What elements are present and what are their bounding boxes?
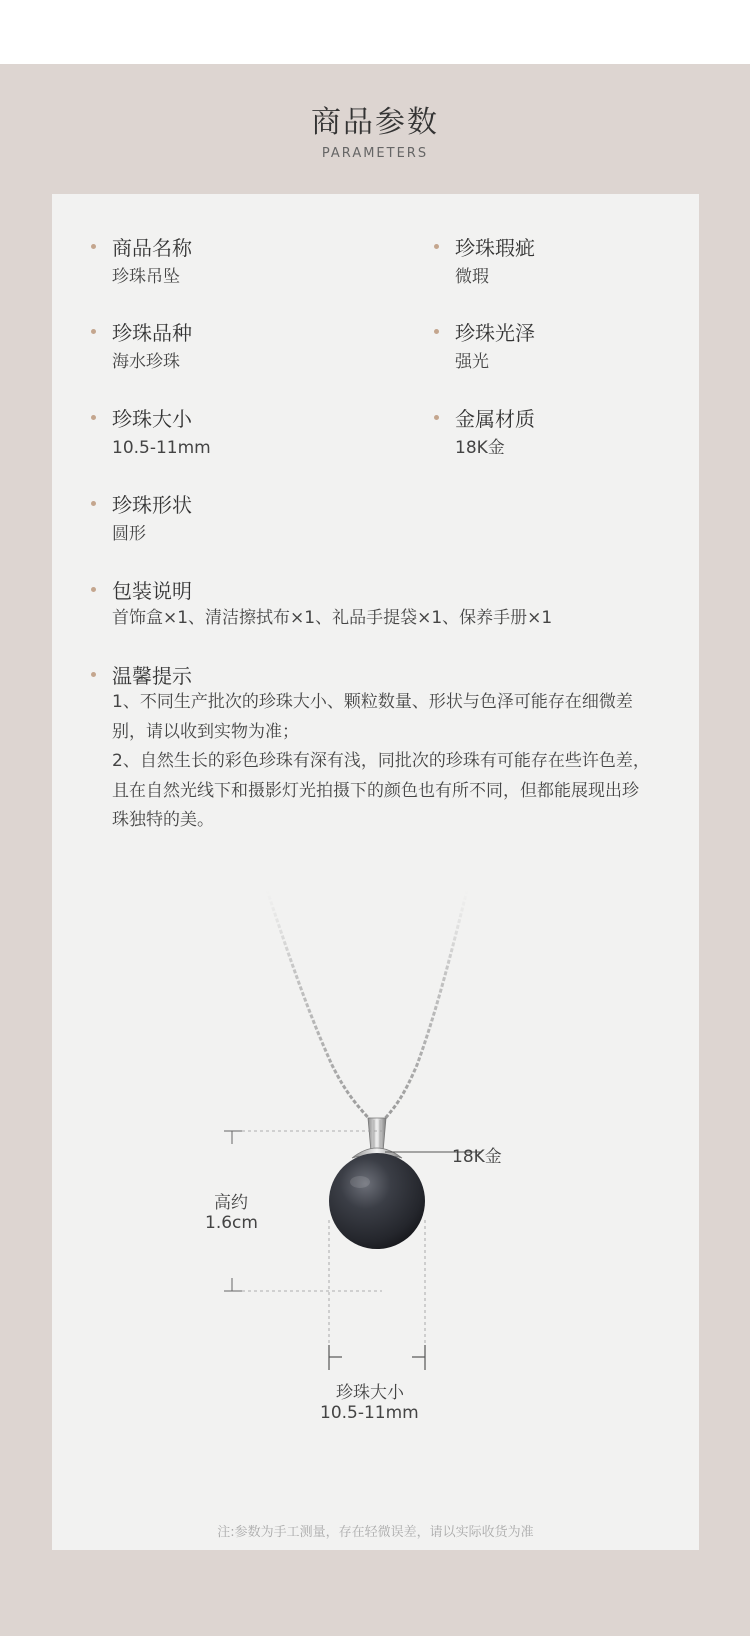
- bail: [368, 1118, 386, 1152]
- height-label: 高约: [214, 1193, 248, 1213]
- tip-item-1: 1、不同生产批次的珍珠大小、颗粒数量、形状与色泽可能存在细微差别，请以收到实物为准；: [112, 692, 633, 742]
- bullet-dot: [434, 415, 439, 420]
- tips-text: [112, 688, 652, 836]
- tips-label: 温馨提示: [112, 664, 192, 688]
- size-value: 10.5-11mm: [320, 1403, 419, 1423]
- param-value-flaw: 微瑕: [455, 267, 489, 287]
- section-subtitle: PARAMETERS: [321, 146, 429, 161]
- param-value-size: 10.5-11mm: [112, 438, 211, 458]
- param-label-shape: 珍珠形状: [112, 493, 192, 517]
- param-label-name: 商品名称: [112, 236, 192, 260]
- bullet-dot: [91, 501, 96, 506]
- height-value: 1.6cm: [205, 1213, 258, 1233]
- param-value-package: 首饰盒×1、清洁擦拭布×1、礼品手提袋×1、保养手册×1: [112, 608, 553, 628]
- chain-right: [382, 890, 467, 1122]
- param-label-luster: 珍珠光泽: [455, 321, 535, 345]
- param-label-package: 包装说明: [112, 579, 192, 603]
- param-label-metal: 金属材质: [455, 407, 535, 431]
- param-value-shape: 圆形: [112, 524, 146, 544]
- param-label-variety: 珍珠品种: [112, 321, 192, 345]
- section-title: 商品参数: [311, 105, 439, 140]
- bullet-dot: [91, 672, 96, 677]
- footer-note: 注:参数为手工测量，存在轻微误差，请以实际收货为准: [217, 1525, 534, 1540]
- pendant-illustration: [52, 890, 699, 1450]
- param-label-size: 珍珠大小: [112, 407, 192, 431]
- size-label: 珍珠大小: [336, 1383, 404, 1403]
- bullet-dot: [91, 244, 96, 249]
- bullet-dot: [91, 329, 96, 334]
- param-value-variety: 海水珍珠: [112, 352, 180, 372]
- param-value-name: 珍珠吊坠: [112, 267, 180, 287]
- chain-left: [267, 890, 372, 1122]
- bullet-dot: [91, 415, 96, 420]
- pearl: [329, 1153, 425, 1249]
- param-value-luster: 强光: [455, 352, 489, 372]
- bullet-dot: [91, 587, 96, 592]
- bullet-dot: [434, 244, 439, 249]
- bullet-dot: [434, 329, 439, 334]
- metal-annotation: 18K金: [452, 1147, 502, 1167]
- tip-item-2: 2、自然生长的彩色珍珠有深有浅，同批次的珍珠有可能存在些许色差，且在自然光线下和摄影灯光拍摄下的颜色也有所不同，但都能展现出珍珠独特的美。: [112, 751, 650, 830]
- param-label-flaw: 珍珠瑕疵: [455, 236, 535, 260]
- param-value-metal: 18K金: [455, 438, 505, 458]
